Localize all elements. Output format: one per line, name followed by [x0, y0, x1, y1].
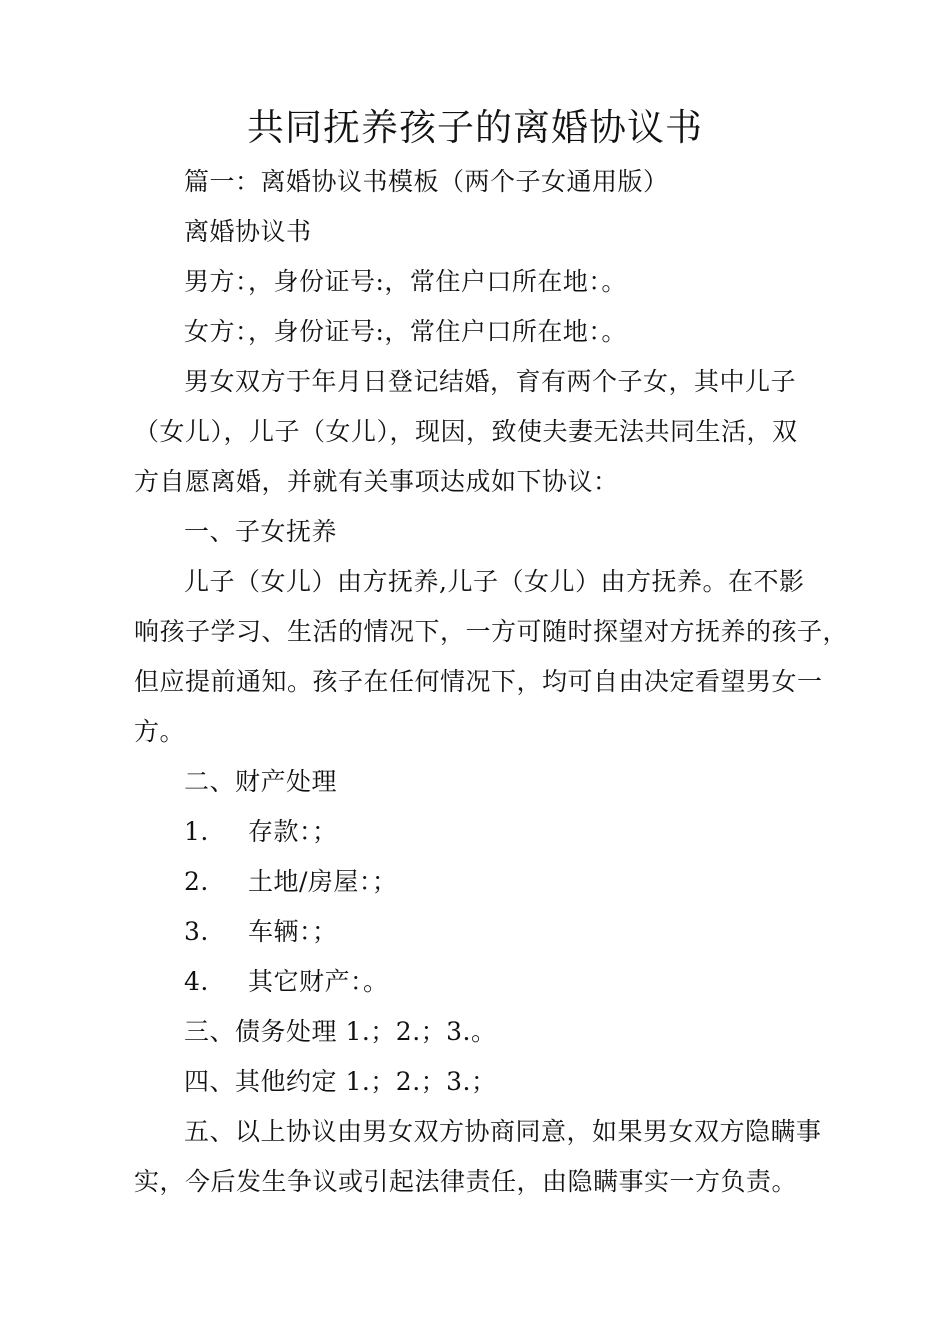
section-heading-property: 二、财产处理 [184, 767, 338, 796]
husband-info-line: 男方：，身份证号:，常住户口所在地：。 [184, 267, 627, 296]
property-item-number: 2. [184, 867, 209, 896]
paragraph-marriage-line-2: （女儿），儿子（女儿），现因，致使夫妻无法共同生活，双 [134, 417, 798, 446]
property-item-text: 其它财产：。 [248, 967, 389, 996]
property-item [184, 857, 884, 907]
section-other-terms: 四、其他约定 1.；2.；3.； [184, 1067, 497, 1096]
section-heading-template: 篇一：离婚协议书模板（两个子女通用版） [184, 167, 669, 196]
paragraph-custody-line-3: 但应提前通知。孩子在任何情况下，均可自由决定看望男女一 [134, 667, 823, 696]
paragraph-marriage-line-1: 男女双方于年月日登记结婚，育有两个子女，其中儿子 [184, 367, 797, 396]
property-item [184, 807, 884, 857]
section-debt: 三、债务处理 1.；2.；3.。 [184, 1017, 497, 1046]
section-liability-line-2: 实，今后发生争议或引起法律责任，由隐瞒事实一方负责。 [134, 1167, 798, 1196]
document-title: 共同抚养孩子的离婚协议书 [247, 106, 703, 149]
paragraph-custody-line-2: 响孩子学习、生活的情况下，一方可随时探望对方抚养的孩子， [134, 617, 849, 646]
section-liability-line-1: 五、以上协议由男女双方协商同意，如果男女双方隐瞒事 [184, 1117, 822, 1146]
property-item-number: 4. [184, 967, 209, 996]
paragraph-marriage-line-3: 方自愿离婚，并就有关事项达成如下协议： [134, 467, 619, 496]
property-item-number: 1. [184, 817, 209, 846]
paragraph-custody-line-4: 方。 [134, 717, 186, 746]
property-item-number: 3. [184, 917, 209, 946]
wife-info-line: 女方：，身份证号:，常住户口所在地：。 [184, 317, 627, 346]
property-item-text: 存款：； [248, 817, 338, 846]
property-item-text: 车辆：； [248, 917, 338, 946]
section-heading-child-custody: 一、子女抚养 [184, 517, 338, 546]
property-item-text: 土地/房屋：； [248, 867, 398, 896]
paragraph-custody-line-1: 儿子（女儿）由方抚养,儿子（女儿）由方抚养。在不影 [184, 567, 805, 596]
property-item [184, 907, 884, 957]
agreement-heading: 离婚协议书 [184, 217, 312, 246]
property-item [184, 957, 884, 1007]
